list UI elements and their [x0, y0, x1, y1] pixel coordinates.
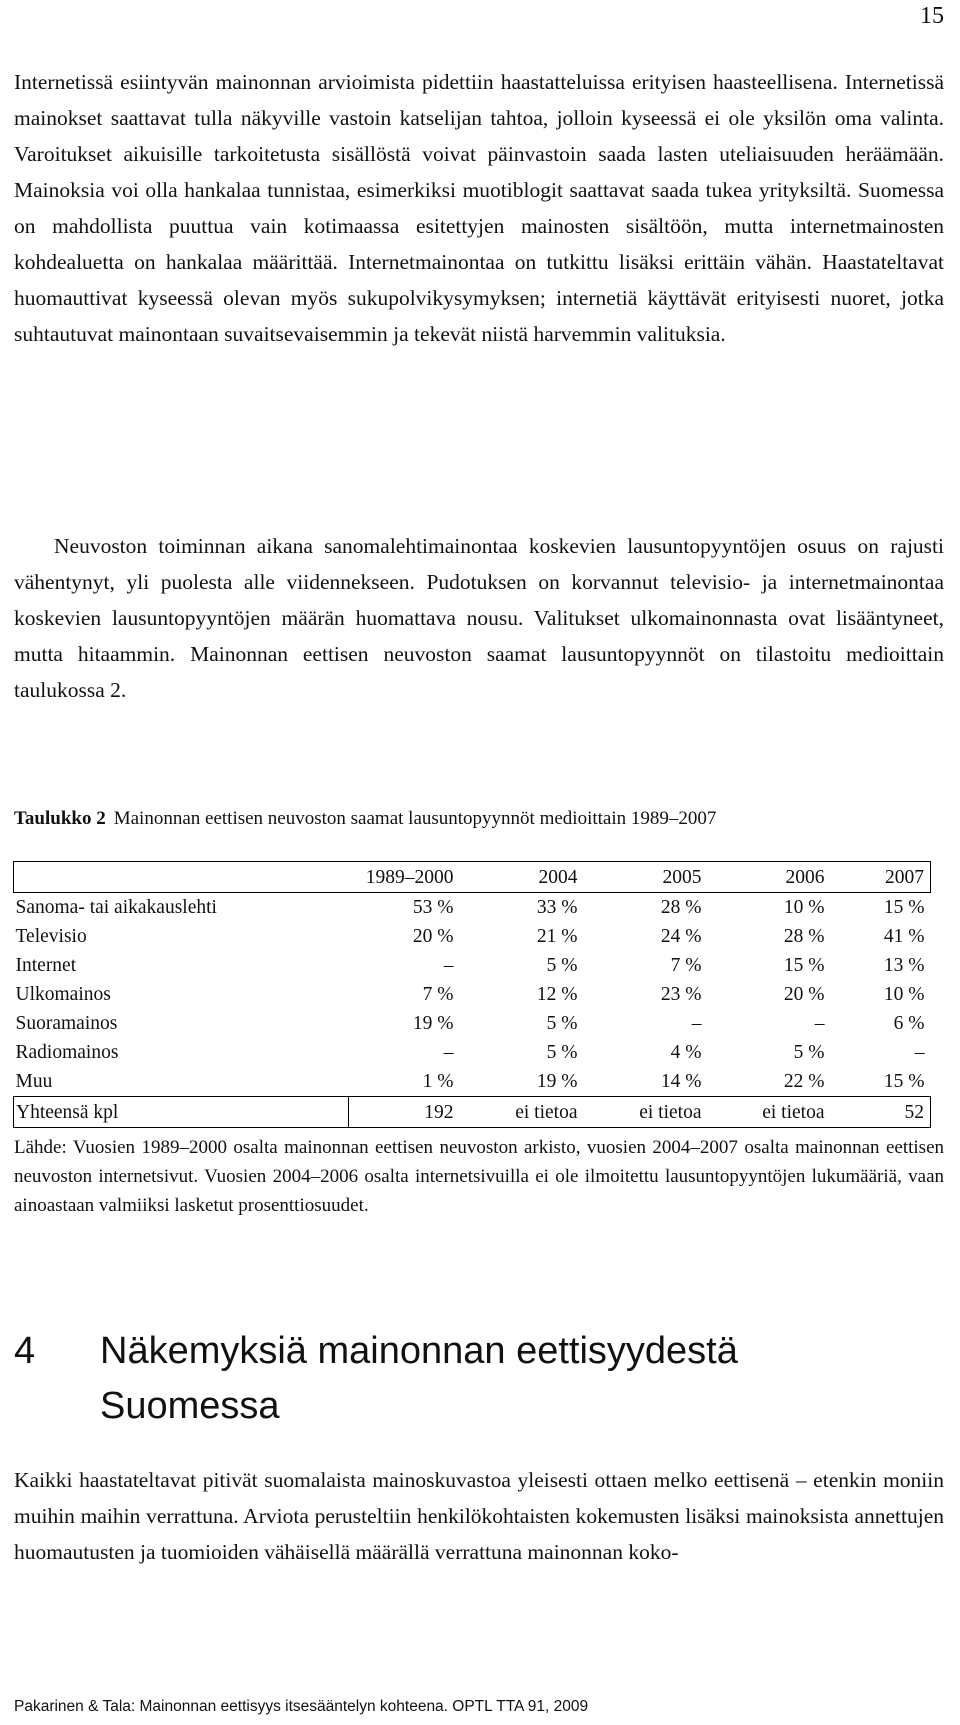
table-caption-label: Taulukko 2: [14, 808, 106, 829]
table-cell: 7 %: [422, 984, 454, 1005]
table-cell: 19 %: [412, 1013, 454, 1034]
page-number: 15: [920, 3, 944, 29]
table-row: [14, 1038, 931, 1067]
table-cell: 23 %: [660, 984, 702, 1005]
table-cell: 5 %: [793, 1042, 825, 1063]
table-cell: 28 %: [660, 897, 702, 918]
table-cell: 5 %: [546, 1042, 578, 1063]
body-paragraph-3: Kaikki haastateltavat pitivät suomalaista mainoskuvastoa yleisesti ottaen melko eettisenä – etenkin moniin muihin maihin verrattuna. Arviota perusteltiin henkilökohtaisten kokemusten lisäksi mainoksista annettujen huomautusten ja tuomioiden vähäisellä määrällä verrattuna mainonnan koko-: [14, 1468, 944, 1564]
table-cell: 20 %: [783, 984, 825, 1005]
page-footer: Pakarinen & Tala: Mainonnan eettisyys itsesääntelyn kohteena. OPTL TTA 91, 2009: [14, 1698, 589, 1715]
table-cell: 24 %: [660, 926, 702, 947]
table-cell: 20 %: [412, 926, 454, 947]
table-cell: ei tietoa: [708, 1097, 831, 1128]
table-header-cell: 2006: [708, 862, 831, 893]
section-heading: [14, 1324, 944, 1434]
table-cell: ei tietoa: [584, 1097, 708, 1128]
table-row-label: Internet: [15, 955, 77, 976]
table-cell: 1 %: [422, 1071, 454, 1092]
section-title: Näkemyksiä mainonnan eettisyydestä Suomessa: [100, 1330, 738, 1427]
table-cell: –: [443, 955, 454, 976]
table-cell: 41 %: [883, 926, 925, 947]
table-cell: 33 %: [536, 897, 578, 918]
table-cell: 12 %: [536, 984, 578, 1005]
table-row: [14, 1067, 931, 1097]
table-header-cell: [14, 862, 349, 893]
table-cell: 15 %: [883, 897, 925, 918]
table-cell: 52: [831, 1097, 931, 1128]
table-cell: 192: [349, 1097, 460, 1128]
body-paragraph-1: Internetissä esiintyvän mainonnan arvioimista pidettiin haastatteluissa erityisen haasteellisena. Internetissä mainokset saattavat tulla näkyville vastoin katselijan tahtoa, jolloin kyseessä ei ole yksilön oma valinta. Varoitukset aikuisille tarkoitetusta sisällöstä voivat päinvastoin saada lasten uteliaisuuden heräämään. Mainoksia voi olla hankalaa tunnistaa, esimerkiksi muotiblogit saattavat saada tukea yrityksiltä. Suomessa on mahdollista puuttua vain kotimaassa esitettyjen mainosten sisältöön, mutta internetmainosten kohdealuetta on hankalaa määrittää. Internetmainontaa on tutkittu lisäksi erittäin vähän. Haastateltavat huomauttivat kyseessä olevan myös sukupolvikysymyksen; internetiä käyttävät erityisesti nuoret, jotka suhtautuvat mainontaan suvaitsevaisemmin ja tekevät niistä harvemmin valituksia.: [14, 70, 944, 346]
table-header-cell: 2004: [460, 862, 584, 893]
table-cell: 15 %: [883, 1071, 925, 1092]
table-header-cell: 1989–2000: [349, 862, 460, 893]
table-caption-text: Mainonnan eettisen neuvoston saamat lausuntopyynnöt medioittain 1989–2007: [113, 808, 717, 829]
table-cell: 4 %: [670, 1042, 702, 1063]
table-cell: 10 %: [883, 984, 925, 1005]
table-cell: 22 %: [783, 1071, 825, 1092]
table-cell: –: [443, 1042, 454, 1063]
table-cell: ei tietoa: [460, 1097, 584, 1128]
table-row: [14, 922, 931, 951]
table-caption: [14, 806, 944, 831]
table-cell: 15 %: [783, 955, 825, 976]
table-row-label: Suoramainos: [15, 1013, 118, 1034]
table-row-label: Televisio: [15, 926, 87, 947]
table-cell: –: [914, 1042, 925, 1063]
table-cell: 21 %: [536, 926, 578, 947]
table-cell: 7 %: [670, 955, 702, 976]
table-cell: 6 %: [893, 1013, 925, 1034]
section-number: 4: [14, 1330, 36, 1372]
table-row-label: Yhteensä kpl: [14, 1097, 349, 1128]
table-row-label: Ulkomainos: [15, 984, 111, 1005]
table-cell: 13 %: [883, 955, 925, 976]
table-source-note: Lähde: Vuosien 1989–2000 osalta mainonnan eettisen neuvoston arkisto, vuosien 2004–2007 osalta mainonnan eettisen neuvoston internetsivut. Vuosien 2004–2006 osalta internetsivuilla ei ole ilmoitettu lausuntopyyntöjen lukumääriä, vaan ainoastaan valmiiksi lasketut prosenttiosuudet.: [14, 1137, 944, 1216]
table-cell: 28 %: [783, 926, 825, 947]
table-row: [14, 980, 931, 1009]
table-cell: 53 %: [412, 897, 454, 918]
table-row: [14, 1009, 931, 1038]
table-cell: 10 %: [783, 897, 825, 918]
table-row: [14, 893, 931, 923]
table-header-cell: 2007: [831, 862, 931, 893]
media-statistics-table: [13, 861, 931, 1128]
table-cell: –: [814, 1013, 825, 1034]
table-row-label: Radiomainos: [15, 1042, 119, 1063]
table-total-row: [14, 1097, 931, 1128]
table-cell: –: [691, 1013, 702, 1034]
table-header-cell: 2005: [584, 862, 708, 893]
table-cell: 5 %: [546, 1013, 578, 1034]
table-cell: 14 %: [660, 1071, 702, 1092]
table-row: [14, 951, 931, 980]
table-header-row: [14, 862, 931, 893]
table-row-label: Sanoma- tai aikakauslehti: [15, 897, 217, 918]
table-row-label: Muu: [15, 1071, 53, 1092]
body-paragraph-2: Neuvoston toiminnan aikana sanomalehtimainontaa koskevien lausuntopyyntöjen osuus on rajusti vähentynyt, yli puolesta alle viidennekseen. Pudotuksen on korvannut televisio- ja internetmainontaa koskevien lausuntopyyntöjen määrän huomattava nousu. Valitukset ulkomainonnasta ovat lisääntyneet, mutta hitaammin. Mainonnan eettisen neuvoston saamat lausuntopyynnöt on tilastoitu medioittain taulukossa 2.: [14, 534, 944, 702]
table-cell: 5 %: [546, 955, 578, 976]
table-cell: 19 %: [536, 1071, 578, 1092]
